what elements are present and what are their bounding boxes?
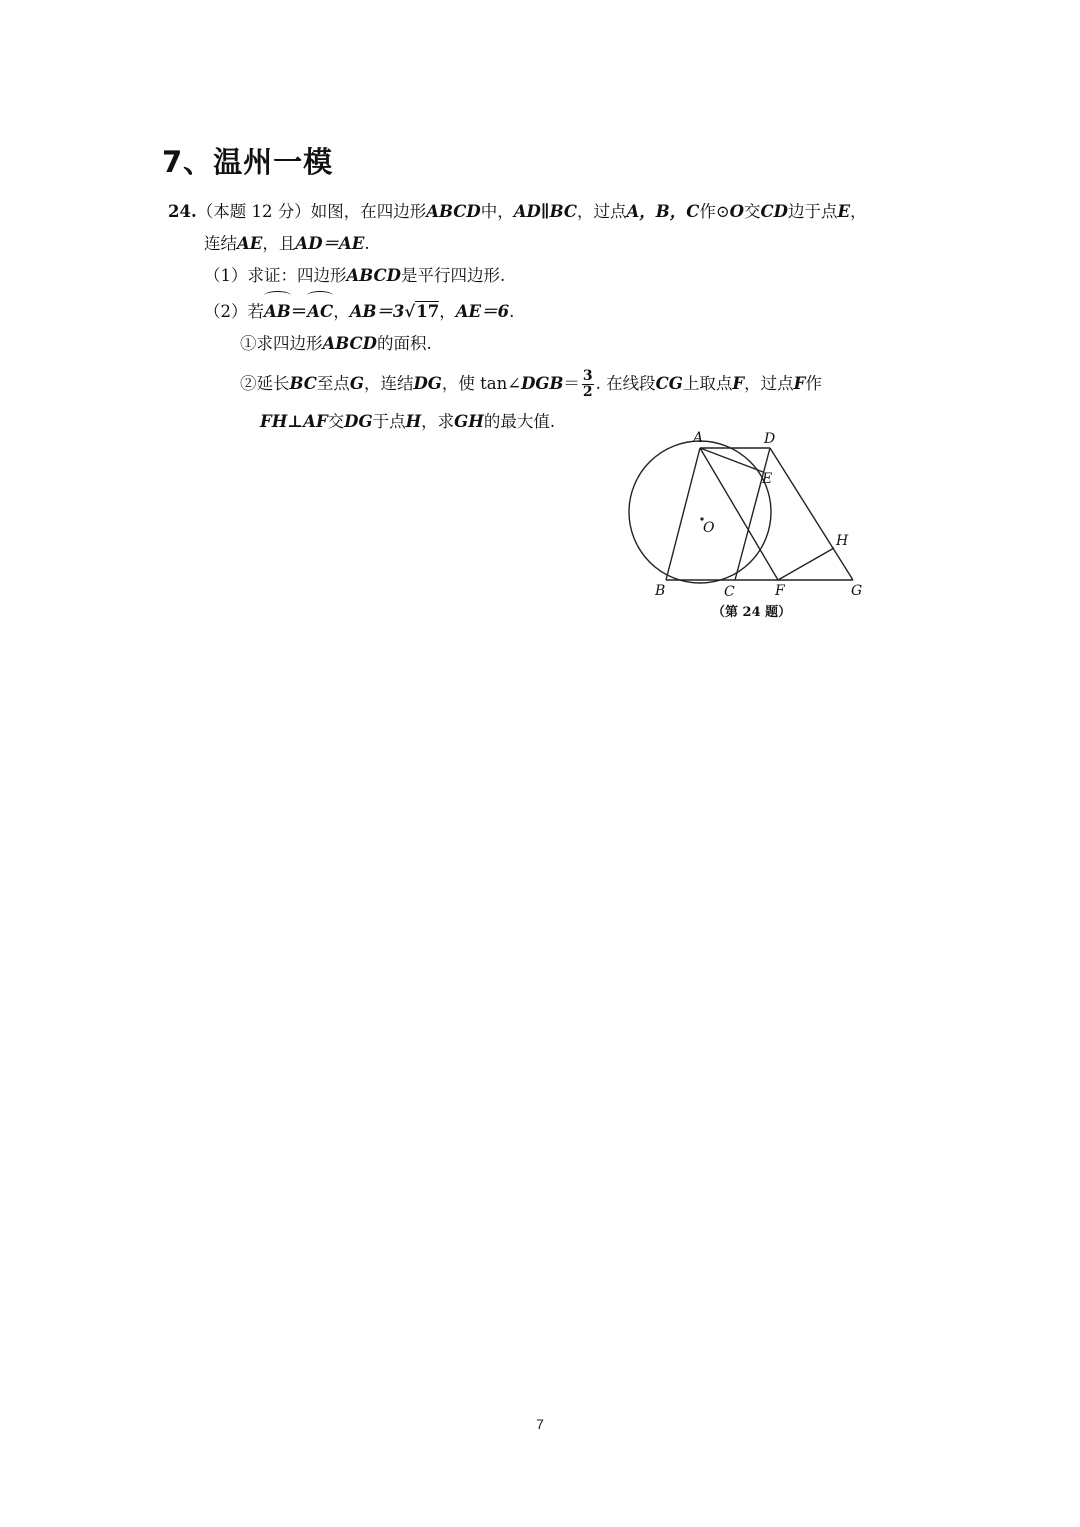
math-arc-AB: AB bbox=[264, 296, 291, 328]
circle-O bbox=[629, 441, 771, 583]
question-2-1 bbox=[168, 328, 908, 360]
page-number: 7 bbox=[536, 1416, 544, 1432]
math-F: F bbox=[793, 374, 806, 393]
math-H: H bbox=[405, 412, 422, 431]
stem-text: 中， bbox=[480, 202, 514, 221]
math-FH-perp-AF: FH⊥AF bbox=[260, 412, 328, 431]
question-text: 交 bbox=[327, 412, 345, 431]
stem-text: ， bbox=[850, 202, 867, 221]
question-text: 上取点 bbox=[682, 374, 733, 393]
question-text: ，连结 bbox=[363, 374, 414, 393]
question-text: ，求 bbox=[421, 412, 455, 431]
section-title: 7、温州一模 bbox=[162, 145, 334, 179]
math-equals: ＝ bbox=[290, 302, 308, 321]
question-label: （2） bbox=[204, 302, 248, 321]
figure-svg bbox=[620, 420, 880, 625]
math-AD-parallel-BC: AD∥BC bbox=[513, 202, 577, 221]
math-sqrt-17: 17 bbox=[416, 302, 440, 321]
segment-AE bbox=[700, 448, 763, 472]
math-ABCD: ABCD bbox=[346, 266, 401, 285]
math-CD: CD bbox=[760, 202, 788, 221]
question-text: . 在线段 bbox=[595, 374, 656, 393]
stem-text: 连结 bbox=[204, 234, 237, 253]
math-DGB: DGB bbox=[521, 374, 564, 393]
problem-stem-line-1 bbox=[168, 196, 908, 228]
question-text: ＝ bbox=[563, 374, 580, 393]
stem-text: 边于点 bbox=[788, 202, 838, 221]
math-DG: DG bbox=[344, 412, 373, 431]
label-G: G bbox=[851, 583, 863, 599]
question-text: 的面积. bbox=[377, 334, 432, 353]
question-text: 是平行四边形. bbox=[401, 266, 506, 285]
fraction-3-over-2 bbox=[582, 369, 594, 400]
math-AD-eq-AE: AD＝AE bbox=[295, 234, 365, 253]
stem-text: ，过点 bbox=[576, 202, 627, 221]
math-O: O bbox=[729, 202, 745, 221]
question-text: ②延长 bbox=[240, 374, 290, 393]
math-CG: CG bbox=[655, 374, 683, 393]
stem-text: 如图，在四边形 bbox=[310, 202, 427, 221]
segment-AF bbox=[700, 448, 778, 580]
label-F: F bbox=[775, 583, 785, 599]
problem-number: 24. bbox=[168, 202, 197, 221]
fraction-numerator: 3 bbox=[582, 368, 593, 384]
problem-stem-line-2 bbox=[168, 228, 908, 260]
label-O: O bbox=[703, 520, 715, 536]
stem-text: 作⊙ bbox=[699, 202, 730, 221]
math-AE-eq: AE＝6 bbox=[455, 302, 510, 321]
math-AE: AE bbox=[237, 234, 263, 253]
problem-24 bbox=[168, 196, 908, 438]
label-C: C bbox=[724, 584, 735, 600]
question-text: ，使 tan∠ bbox=[441, 374, 522, 393]
math-GH: GH bbox=[454, 412, 484, 431]
problem-score: （本题 12 分） bbox=[196, 202, 311, 221]
math-AB-eq: AB＝3 bbox=[349, 302, 405, 321]
math-G: G bbox=[349, 374, 364, 393]
question-text: ，过点 bbox=[744, 374, 794, 393]
question-text: 至点 bbox=[316, 374, 350, 393]
question-text: ， bbox=[439, 302, 456, 321]
figure-caption: （第 24 题） bbox=[712, 605, 792, 620]
stem-text: . bbox=[364, 234, 370, 253]
question-text: 作 bbox=[805, 374, 822, 393]
stem-text: 交 bbox=[744, 202, 761, 221]
math-DG: DG bbox=[413, 374, 442, 393]
math-ABCD: ABCD bbox=[426, 202, 481, 221]
question-text: . bbox=[509, 302, 515, 321]
math-E: E bbox=[837, 202, 851, 221]
question-label: （1） bbox=[204, 266, 248, 285]
segment-FH bbox=[778, 548, 834, 580]
math-points-ABC: A，B，C bbox=[626, 202, 700, 221]
label-A: A bbox=[693, 430, 704, 446]
segment-AB bbox=[666, 448, 700, 580]
math-arc-AC: AC bbox=[307, 296, 333, 328]
math-BC: BC bbox=[289, 374, 317, 393]
question-text: 若 bbox=[247, 302, 264, 321]
geometry-figure bbox=[620, 420, 880, 625]
question-text: ， bbox=[333, 302, 350, 321]
label-B: B bbox=[655, 583, 666, 599]
fraction-denominator: 2 bbox=[582, 384, 593, 400]
question-text: ①求四边形 bbox=[240, 334, 323, 353]
question-1 bbox=[168, 260, 908, 292]
question-text: 求证：四边形 bbox=[247, 266, 347, 285]
question-text: 的最大值. bbox=[483, 412, 556, 431]
math-F: F bbox=[732, 374, 745, 393]
label-E: E bbox=[762, 471, 773, 487]
label-H: H bbox=[836, 533, 849, 549]
question-2: （2）若AB＝AC，AB＝3√17，AE＝6. bbox=[168, 296, 908, 328]
question-2-2 bbox=[168, 368, 908, 400]
math-ABCD: ABCD bbox=[322, 334, 377, 353]
question-text: 于点 bbox=[372, 412, 406, 431]
stem-text: ，且 bbox=[262, 234, 296, 253]
label-D: D bbox=[764, 431, 776, 447]
